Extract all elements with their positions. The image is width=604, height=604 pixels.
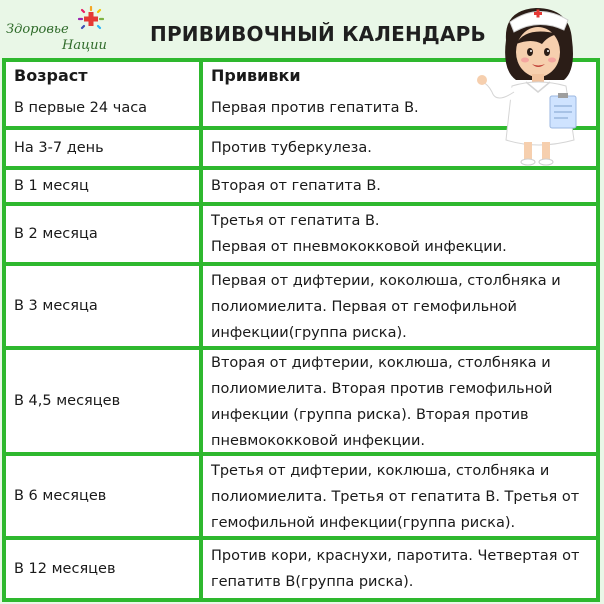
age-cell (6, 90, 199, 126)
age-cell (6, 170, 199, 202)
age-cell (6, 540, 199, 598)
vaccine-line: инфекции (группа риска). Вторая против (211, 407, 529, 423)
header-age: Возраст (14, 66, 88, 85)
age-label: В 1 месяц (14, 178, 89, 194)
sun-cross-logo-icon (78, 6, 104, 32)
nurse-illustration-icon (476, 0, 604, 168)
vaccine-text (211, 458, 590, 536)
vaccine-cell (203, 350, 596, 452)
vaccine-line: Первая от дифтерии, коколюша, столбняка и (211, 273, 561, 289)
vaccine-line: Вторая от дифтерии, коклюша, столбняка и (211, 355, 551, 371)
logo (4, 4, 122, 58)
vaccine-text (211, 208, 590, 260)
header-cell-age (6, 62, 199, 90)
age-label: В 2 месяца (14, 226, 98, 242)
age-cell (6, 266, 199, 346)
logo-text-zdorovie: Здоровье (6, 22, 69, 37)
table-row (2, 170, 600, 202)
header-vaccines: Прививки (211, 66, 301, 85)
vaccine-cell (203, 206, 596, 262)
vaccine-line: Третья от дифтерии, коклюша, столбняка и (211, 463, 550, 479)
vaccine-line: Против кори, краснухи, паротита. Четвертая от (211, 548, 580, 564)
age-label: На 3-7 день (14, 140, 104, 156)
vaccine-line: Против туберкулеза. (211, 140, 372, 156)
vaccine-text (211, 268, 590, 346)
vaccine-line: Вторая от гепатита В. (211, 178, 381, 194)
table-row (2, 266, 600, 346)
logo-text-natsii: Нации (62, 38, 107, 53)
vaccine-cell (203, 456, 596, 536)
age-label: В 3 месяца (14, 298, 98, 314)
vaccine-text (211, 173, 590, 199)
table-row (2, 206, 600, 262)
vaccine-line: Третья от гепатита В. (211, 213, 380, 229)
age-cell (6, 206, 199, 262)
age-cell (6, 350, 199, 452)
vaccine-line: пневмококковой инфекции. (211, 433, 426, 449)
age-cell (6, 130, 199, 166)
table-row (2, 540, 600, 598)
vaccine-line: Первая против гепатита В. (211, 100, 419, 116)
vaccine-line: гепатитв В(группа риска). (211, 574, 414, 590)
table-row (2, 350, 600, 452)
page-title: ПРИВИВОЧНЫЙ КАЛЕНДАРЬ (150, 22, 486, 46)
vaccine-cell (203, 540, 596, 598)
vaccine-line: полиомиелита. Первая от гемофильной (211, 299, 517, 315)
vaccine-cell (203, 170, 596, 202)
vaccine-cell (203, 266, 596, 346)
age-label: В первые 24 часа (14, 100, 148, 116)
vaccine-line: гемофильной инфекции(группа риска). (211, 515, 516, 531)
vaccine-line: полиомиелита. Третья от гепатита В. Третья от (211, 489, 580, 505)
age-cell (6, 456, 199, 536)
vaccine-text (211, 543, 590, 595)
vaccine-line: Первая от пневмококковой инфекции. (211, 239, 507, 255)
age-label: В 6 месяцев (14, 488, 107, 504)
vaccine-line: полиомиелита. Вторая против гемофильной (211, 381, 553, 397)
age-label: В 12 месяцев (14, 561, 116, 577)
table-row (2, 456, 600, 536)
age-label: В 4,5 месяцев (14, 393, 121, 409)
vaccine-line: инфекции(группа риска). (211, 325, 407, 341)
vaccine-text (211, 350, 590, 454)
